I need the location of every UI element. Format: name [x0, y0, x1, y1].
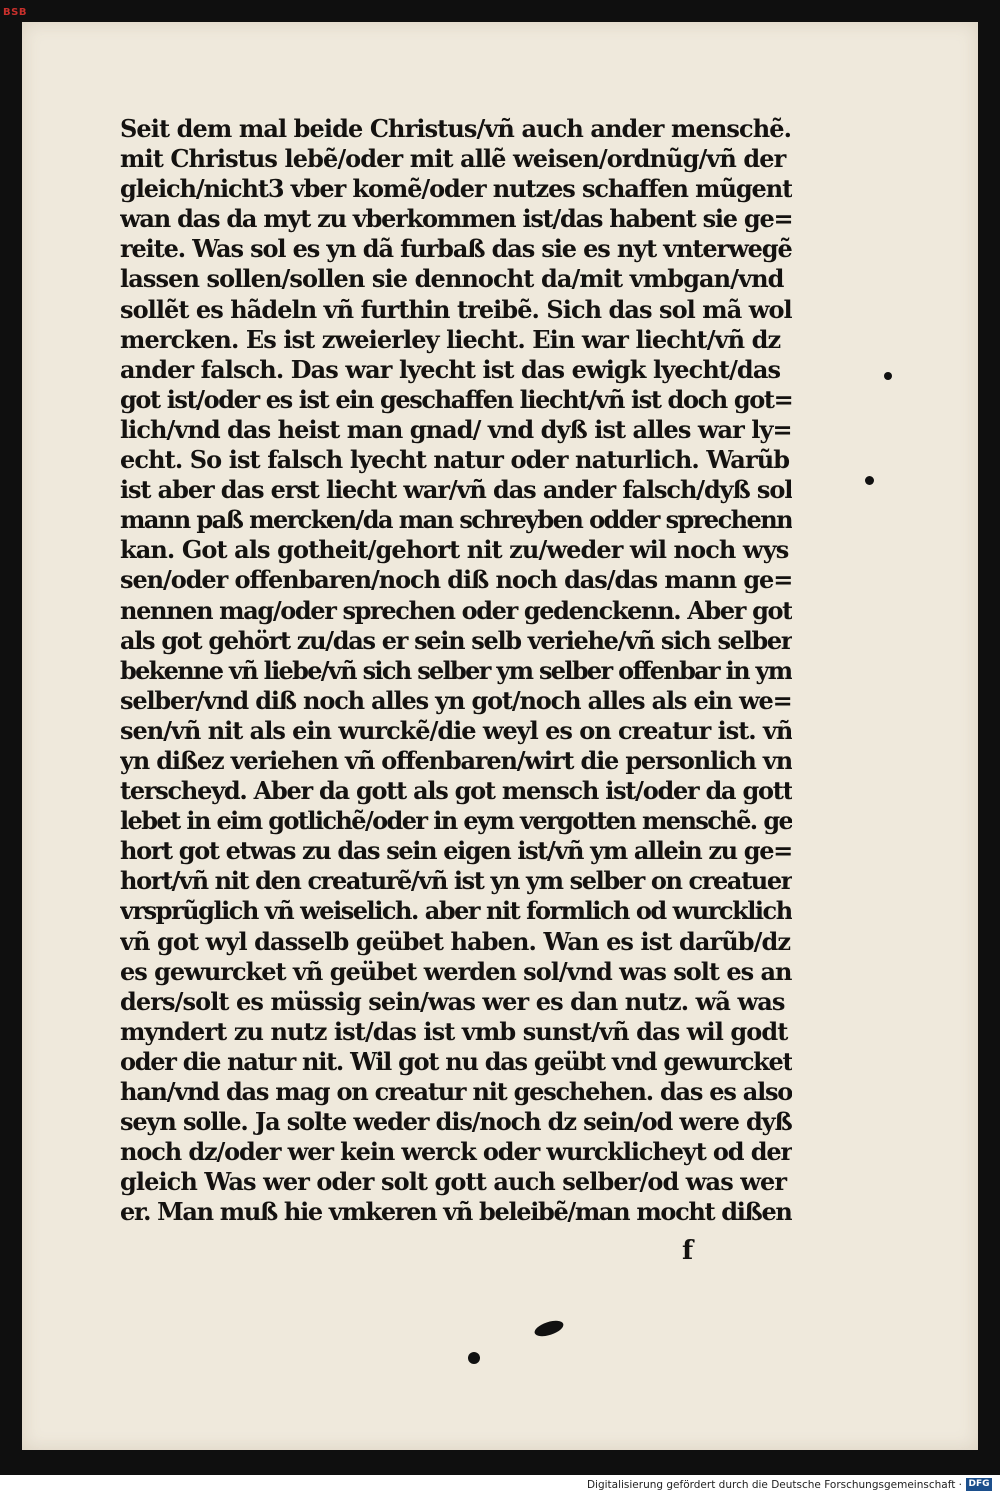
book-page	[22, 22, 978, 1450]
text-line: yn dißez veriehen vñ offenbaren/wirt die personlich vn	[120, 745, 792, 775]
text-line: gleich/nicht3 vber komẽ/oder nutzes schaffen mũgent	[120, 174, 792, 204]
text-line: bekenne vñ liebe/vñ sich selber ym selber offenbar in ym	[120, 655, 792, 685]
text-line: sollẽt es hãdeln vñ furthin treibẽ. Sich das sol mã wol	[120, 294, 792, 324]
text-line: kan. Got als gotheit/gehort nit zu/weder wil noch wys	[120, 535, 789, 565]
text-line: hort got etwas zu das sein eigen ist/vñ ym allein zu ge=	[120, 836, 792, 866]
text-line: sen/oder offenbaren/noch diß noch das/das mann ge=	[120, 565, 792, 595]
text-line: seyn solle. Ja solte weder dis/noch dz sein/od were dyß	[120, 1107, 792, 1137]
text-line: hort/vñ nit den creaturẽ/vñ ist yn ym selber on creatuer	[120, 866, 792, 896]
text-line: lebet in eim gotlichẽ/oder in eym vergotten menschẽ. ge	[120, 806, 792, 836]
text-line: terscheyd. Aber da gott als got mensch ist/oder da gott	[120, 776, 792, 806]
text-line: got ist/oder es ist ein geschaffen liecht/vñ ist doch got=	[120, 384, 792, 414]
catchword: f	[682, 1236, 694, 1266]
text-line: myndert zu nutz ist/das ist vmb sunst/vñ das wil godt	[120, 1016, 788, 1046]
text-line: selber/vnd diß noch alles yn got/noch alles als ein we=	[120, 685, 792, 715]
text-line: reite. Was sol es yn dã furbaß das sie es nyt vnterwegẽ	[120, 234, 792, 264]
text-line: er. Man muß hie vmkeren vñ beleibẽ/man mocht dißen	[120, 1197, 792, 1227]
bsb-logo: BSB	[3, 7, 27, 18]
text-line: wan das da myt zu vberkommen ist/das habent sie ge=	[120, 204, 792, 234]
text-line: mann paß mercken/da man schreyben odder sprechenn	[120, 505, 792, 535]
text-line: lich/vnd das heist man gnad/ vnd dyß ist alles war ly=	[120, 414, 792, 444]
text-line: ders/solt es müssig sein/was wer es dan nutz. wã was	[120, 986, 785, 1016]
ink-dot	[884, 372, 892, 380]
text-line: Seit dem mal beide Christus/vñ auch ander menschẽ.	[120, 114, 792, 143]
text-line: ander falsch. Das war lyecht ist das ewigk lyecht/das	[120, 354, 781, 384]
text-line: echt. So ist falsch lyecht natur oder naturlich. Warũb	[120, 445, 790, 475]
text-line: han/vnd das mag on creatur nit geschehen. das es also	[120, 1077, 792, 1106]
text-line: oder die natur nit. Wil got nu das geübt vnd gewurcket	[120, 1046, 792, 1076]
text-line: mercken. Es ist zweierley liecht. Ein war liecht/vñ dz	[120, 324, 781, 354]
dfg-logo: DFG	[966, 1478, 992, 1491]
text-line: sen/vñ nit als ein wurckẽ/die weyl es on creatur ist. vñ	[120, 715, 792, 745]
text-line: lassen sollen/sollen sie dennocht da/mit vmbgan/vnd	[120, 264, 784, 294]
text-line: als got gehört zu/das er sein selb veriehe/vñ sich selber	[120, 625, 792, 655]
text-block	[120, 114, 792, 1227]
text-line: es gewurcket vñ geübet werden sol/vnd was solt es an	[120, 956, 792, 986]
text-line: noch dz/oder wer kein werck oder wurcklicheyt od der	[120, 1137, 792, 1167]
ink-dot	[865, 476, 874, 485]
text-line: vrsprũglich vñ weiselich. aber nit formlich od wurcklich	[120, 896, 792, 926]
text-line: ist aber das erst liecht war/vñ das ander falsch/dyß sol	[120, 475, 792, 505]
text-line: nennen mag/oder sprechen oder gedenckenn. Aber got	[120, 595, 792, 625]
ink-dot	[468, 1352, 480, 1364]
ink-blot	[533, 1318, 566, 1340]
text-line: vñ got wyl dasselb geübet haben. Wan es ist darũb/dz	[120, 926, 791, 956]
text-line: mit Christus lebẽ/oder mit allẽ weisen/ordnũg/vñ der	[120, 144, 786, 174]
footer-credit: Digitalisierung gefördert durch die Deutsche Forschungsgemeinschaft ·	[586, 1479, 962, 1491]
text-line: gleich Was wer oder solt gott auch selber/od was wer	[120, 1167, 787, 1197]
